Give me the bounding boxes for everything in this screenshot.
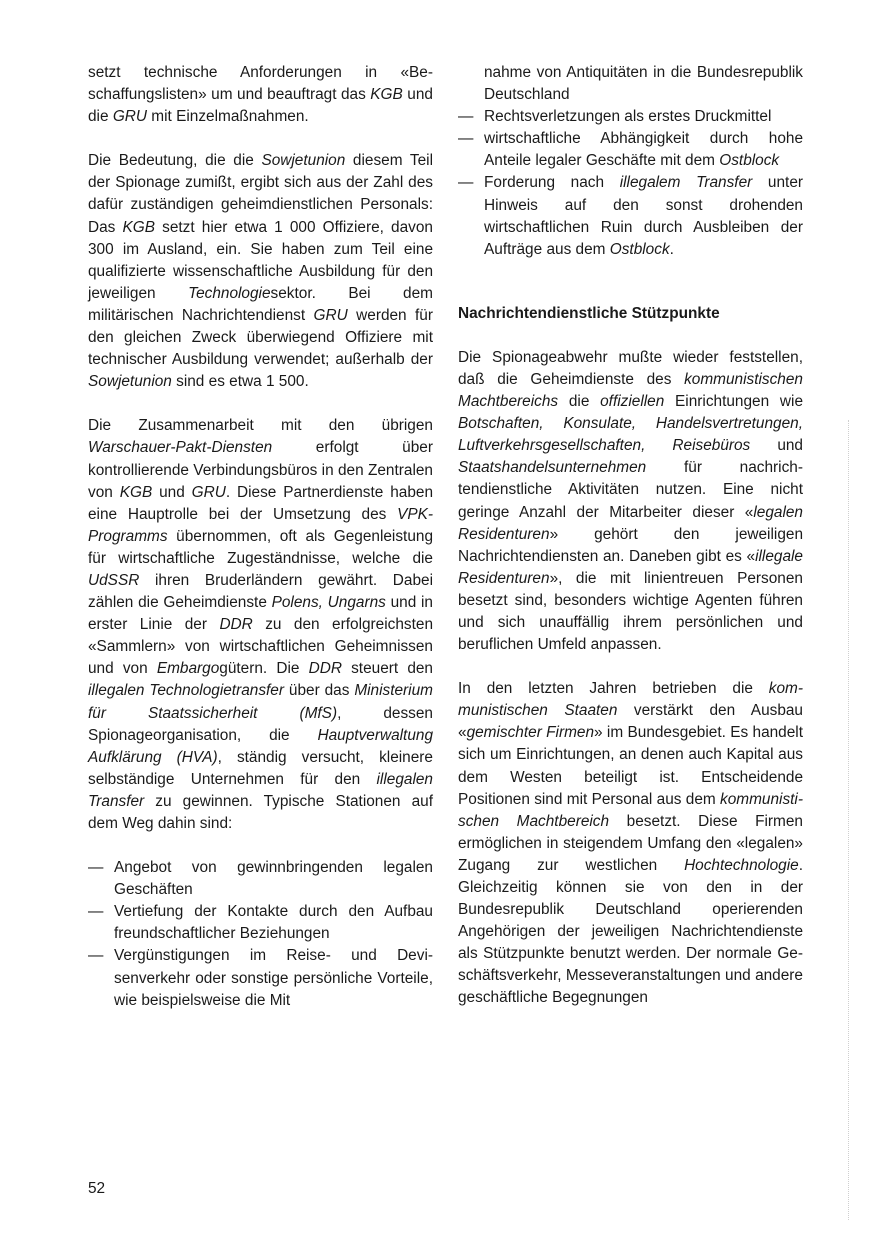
right-column — [458, 62, 803, 1010]
stations-list-continued — [458, 62, 803, 261]
continuation-text: nahme von Antiquitäten in die Bundesrepublik Deutschland — [484, 64, 803, 104]
scan-margin-line — [848, 420, 849, 1220]
paragraph-significance: Die Bedeutung, die die Sowjetunion diesem Teil der Spionage zumißt, ergibt sich aus der Zahl des dafür zuständigen geheimdienstlichen Personals: Das KGB setzt hier etwa 1 000 Offiziere, davon 300 im Ausland, ein. Sie haben zum Teil eine qualifizierte wissenschaftliche Ausbildung für den jeweiligen Technologiesektor. Bei dem militärischen Nachrichtendienst GRU werden für den gleichen Zweck überwiegend Offiziere mit technischer Ausbildung verwendet; außerhalb der Sowjetunion sind es etwa 1 500. — [88, 152, 434, 391]
paragraph-cooperation: Die Zusammenarbeit mit den übrigen Warschauer-Pakt-Diensten erfolgt über kontrollierende Verbindungsbüros in den Zentralen von KGB und GRU. Diese Partnerdienste haben eine Hauptrolle bei der Umsetzung des VPK-Programms übernommen, oft als Gegenleistung für wirtschaftliche Zugeständnisse, welche die UdSSR ihren Bruderländern gewährt. Dabei zählen die Geheimdienste Polens, Ungarns und in erster Linie der DDR zu den erfolgreichsten «Sammlern» von wirtschaftlichen Geheimnissen und von Embargogütern. Die DDR steuert den illegalen Technologietransfer über das Ministerium für Staatssicherheit (MfS), dessen Spionageorganisation, die Hauptverwaltung Aufklärung (HVA), ständig versucht, kleinere selbständige Unternehmen für den illegalen Transfer zu gewinnen. Typische Stationen auf dem Weg dahin sind: — [88, 417, 434, 832]
list-item: — Vergünstigungen im Reise- und Devisenverkehr oder sonstige persönliche Vorteile, wie beispielsweise die Mit — [88, 945, 433, 1011]
list-item: — Vertiefung der Kontakte durch den Aufbau freundschaftlicher Beziehungen — [88, 901, 433, 945]
list-item: — Angebot von gewinnbringenden legalen Geschäften — [88, 857, 433, 901]
list-item: — wirtschaftliche Abhängigkeit durch hohe Anteile legaler Geschäfte mit dem Ostblock — [458, 128, 803, 172]
list-item: — Rechtsverletzungen als erstes Druckmittel — [458, 106, 803, 128]
stations-list — [88, 857, 433, 1012]
list-item: — Forderung nach illegalem Transfer unter Hinweis auf den sonst drohenden wirtschaftlichen Ruin durch Ausbleiben der Aufträge aus dem Ostblock. — [458, 172, 803, 260]
page-number: 52 — [88, 1180, 106, 1197]
paragraph-mixed-firms: In den letzten Jahren betrieben die kommunistischen Staaten verstärkt den Ausbau «gemischter Firmen» im Bundesgebiet. Es handelt sich um Einrichtungen, an denen auch Kapital aus dem Westen beteiligt ist. Entscheidende Positionen sind mit Personal aus dem kommunistischen Machtbereich besetzt. Diese Firmen ermöglichen in steigendem Umfang den «legalen» Zugang zur westlichen Hochtechnologie. Gleichzeitig können sie von den in der Bundesrepublik Deutschland operierenden Angehörigen der jeweiligen Nachrichtendienste als Stützpunkte benutzt werden. Der normale Geschäftsverkehr, Messeveranstaltungen und andere geschäftliche Begegnungen — [458, 680, 803, 1007]
section-heading: Nachrichtendienstliche Stützpunkte — [458, 304, 720, 322]
paragraph-requirements: setzt technische Anforderungen in «Beschaffungslisten» um und beauftragt das KGB und die GRU mit Einzelmaßnahmen. — [88, 64, 433, 126]
left-column — [88, 62, 433, 1012]
list-item-continuation — [458, 62, 803, 106]
paragraph-counterespionage: Die Spionageabwehr mußte wieder feststellen, daß die Geheimdienste des kommunistischen Machtbereichs die offiziellen Einrichtungen wie Botschaften, Konsulate, Handelsvertretungen, Luftverkehrsgesellschaften, Reisebüros und Staatshandelsunternehmen für nachrichtendienstliche Aktivitäten nutzen. Eine nicht geringe Anzahl der Mitarbeiter dieser «legalen Residenturen» gehört den jeweiligen Nachrichtendiensten an. Daneben gibt es «illegale Residenturen», die mit linientreuen Personen besetzt sind, besonders wichtige Agenten führen und sich unauffällig ihrem persönlichen und beruflichen Umfeld anpassen. — [458, 348, 803, 654]
